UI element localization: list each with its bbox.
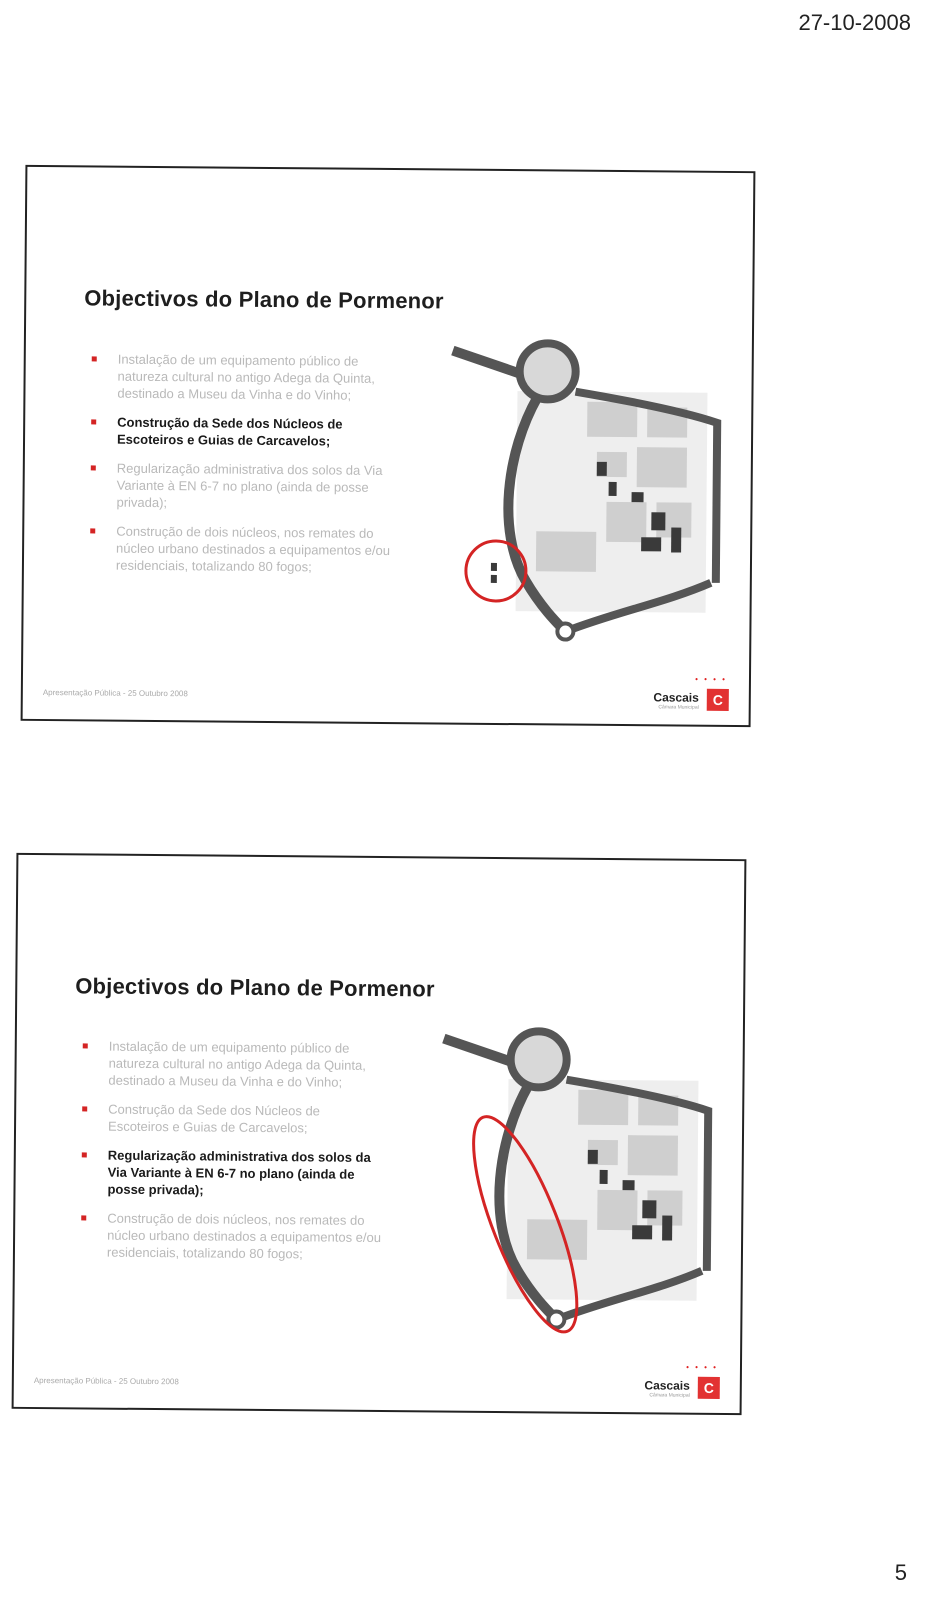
bullet-item: Construção de dois núcleos, nos remates do núcleo urbano destinados a equipamentos e/ou residenciais, totalizando 80 fogos;	[90, 522, 390, 576]
brand-name: Cascais	[644, 1378, 690, 1393]
bullet-item: Instalação de um equipamento público de natureza cultural no antigo Adega da Quinta, destinado a Museu da Vinha e do Vinho;	[82, 1037, 382, 1091]
brand-dots: • • • •	[686, 1362, 719, 1372]
bullet-list	[90, 350, 392, 588]
bullet-list	[81, 1037, 383, 1275]
roundabout	[510, 1031, 566, 1087]
cascais-logo-icon: C	[698, 1377, 720, 1399]
print-date: 27-10-2008	[798, 10, 911, 35]
bullet-item: Construção da Sede dos Núcleos de Escoteiros e Guias de Carcavelos;	[82, 1100, 382, 1137]
bullet-item: Instalação de um equipamento público de natureza cultural no antigo Adega da Quinta, destinado a Museu da Vinha e do Vinho;	[91, 350, 391, 404]
slide-1	[21, 165, 756, 727]
slide-2	[12, 853, 747, 1415]
brand-dots: • • • •	[695, 674, 728, 684]
brand-name: Cascais	[653, 690, 699, 705]
page-number: 5	[894, 1560, 907, 1585]
brand	[653, 674, 729, 711]
slide-title: Objectivos do Plano de Pormenor	[84, 285, 444, 314]
slide-title: Objectivos do Plano de Pormenor	[75, 973, 435, 1002]
slide-footer: Apresentação Pública - 25 Outubro 2008	[42, 687, 188, 699]
brand	[644, 1362, 720, 1399]
bullet-item: Regularização administrativa dos solos da Via Variante à EN 6-7 no plano (ainda de posse privada);	[81, 1146, 381, 1200]
slide-footer: Apresentação Pública - 25 Outubro 2008	[33, 1375, 179, 1387]
site-plan-map	[435, 330, 723, 652]
roundabout	[519, 343, 575, 399]
site-plan-map	[426, 1018, 714, 1340]
brand-subtitle: Câmara Municipal	[649, 1392, 690, 1399]
bullet-item: Construção da Sede dos Núcleos de Escoteiros e Guias de Carcavelos;	[91, 413, 391, 450]
brand-subtitle: Câmara Municipal	[658, 704, 699, 711]
mini-roundabout	[557, 623, 573, 639]
cascais-logo-icon: C	[707, 689, 729, 711]
bullet-item: Regularização administrativa dos solos da Via Variante à EN 6-7 no plano (ainda de posse privada);	[90, 459, 390, 513]
bullet-item: Construção de dois núcleos, nos remates do núcleo urbano destinados a equipamentos e/ou residenciais, totalizando 80 fogos;	[81, 1209, 381, 1263]
